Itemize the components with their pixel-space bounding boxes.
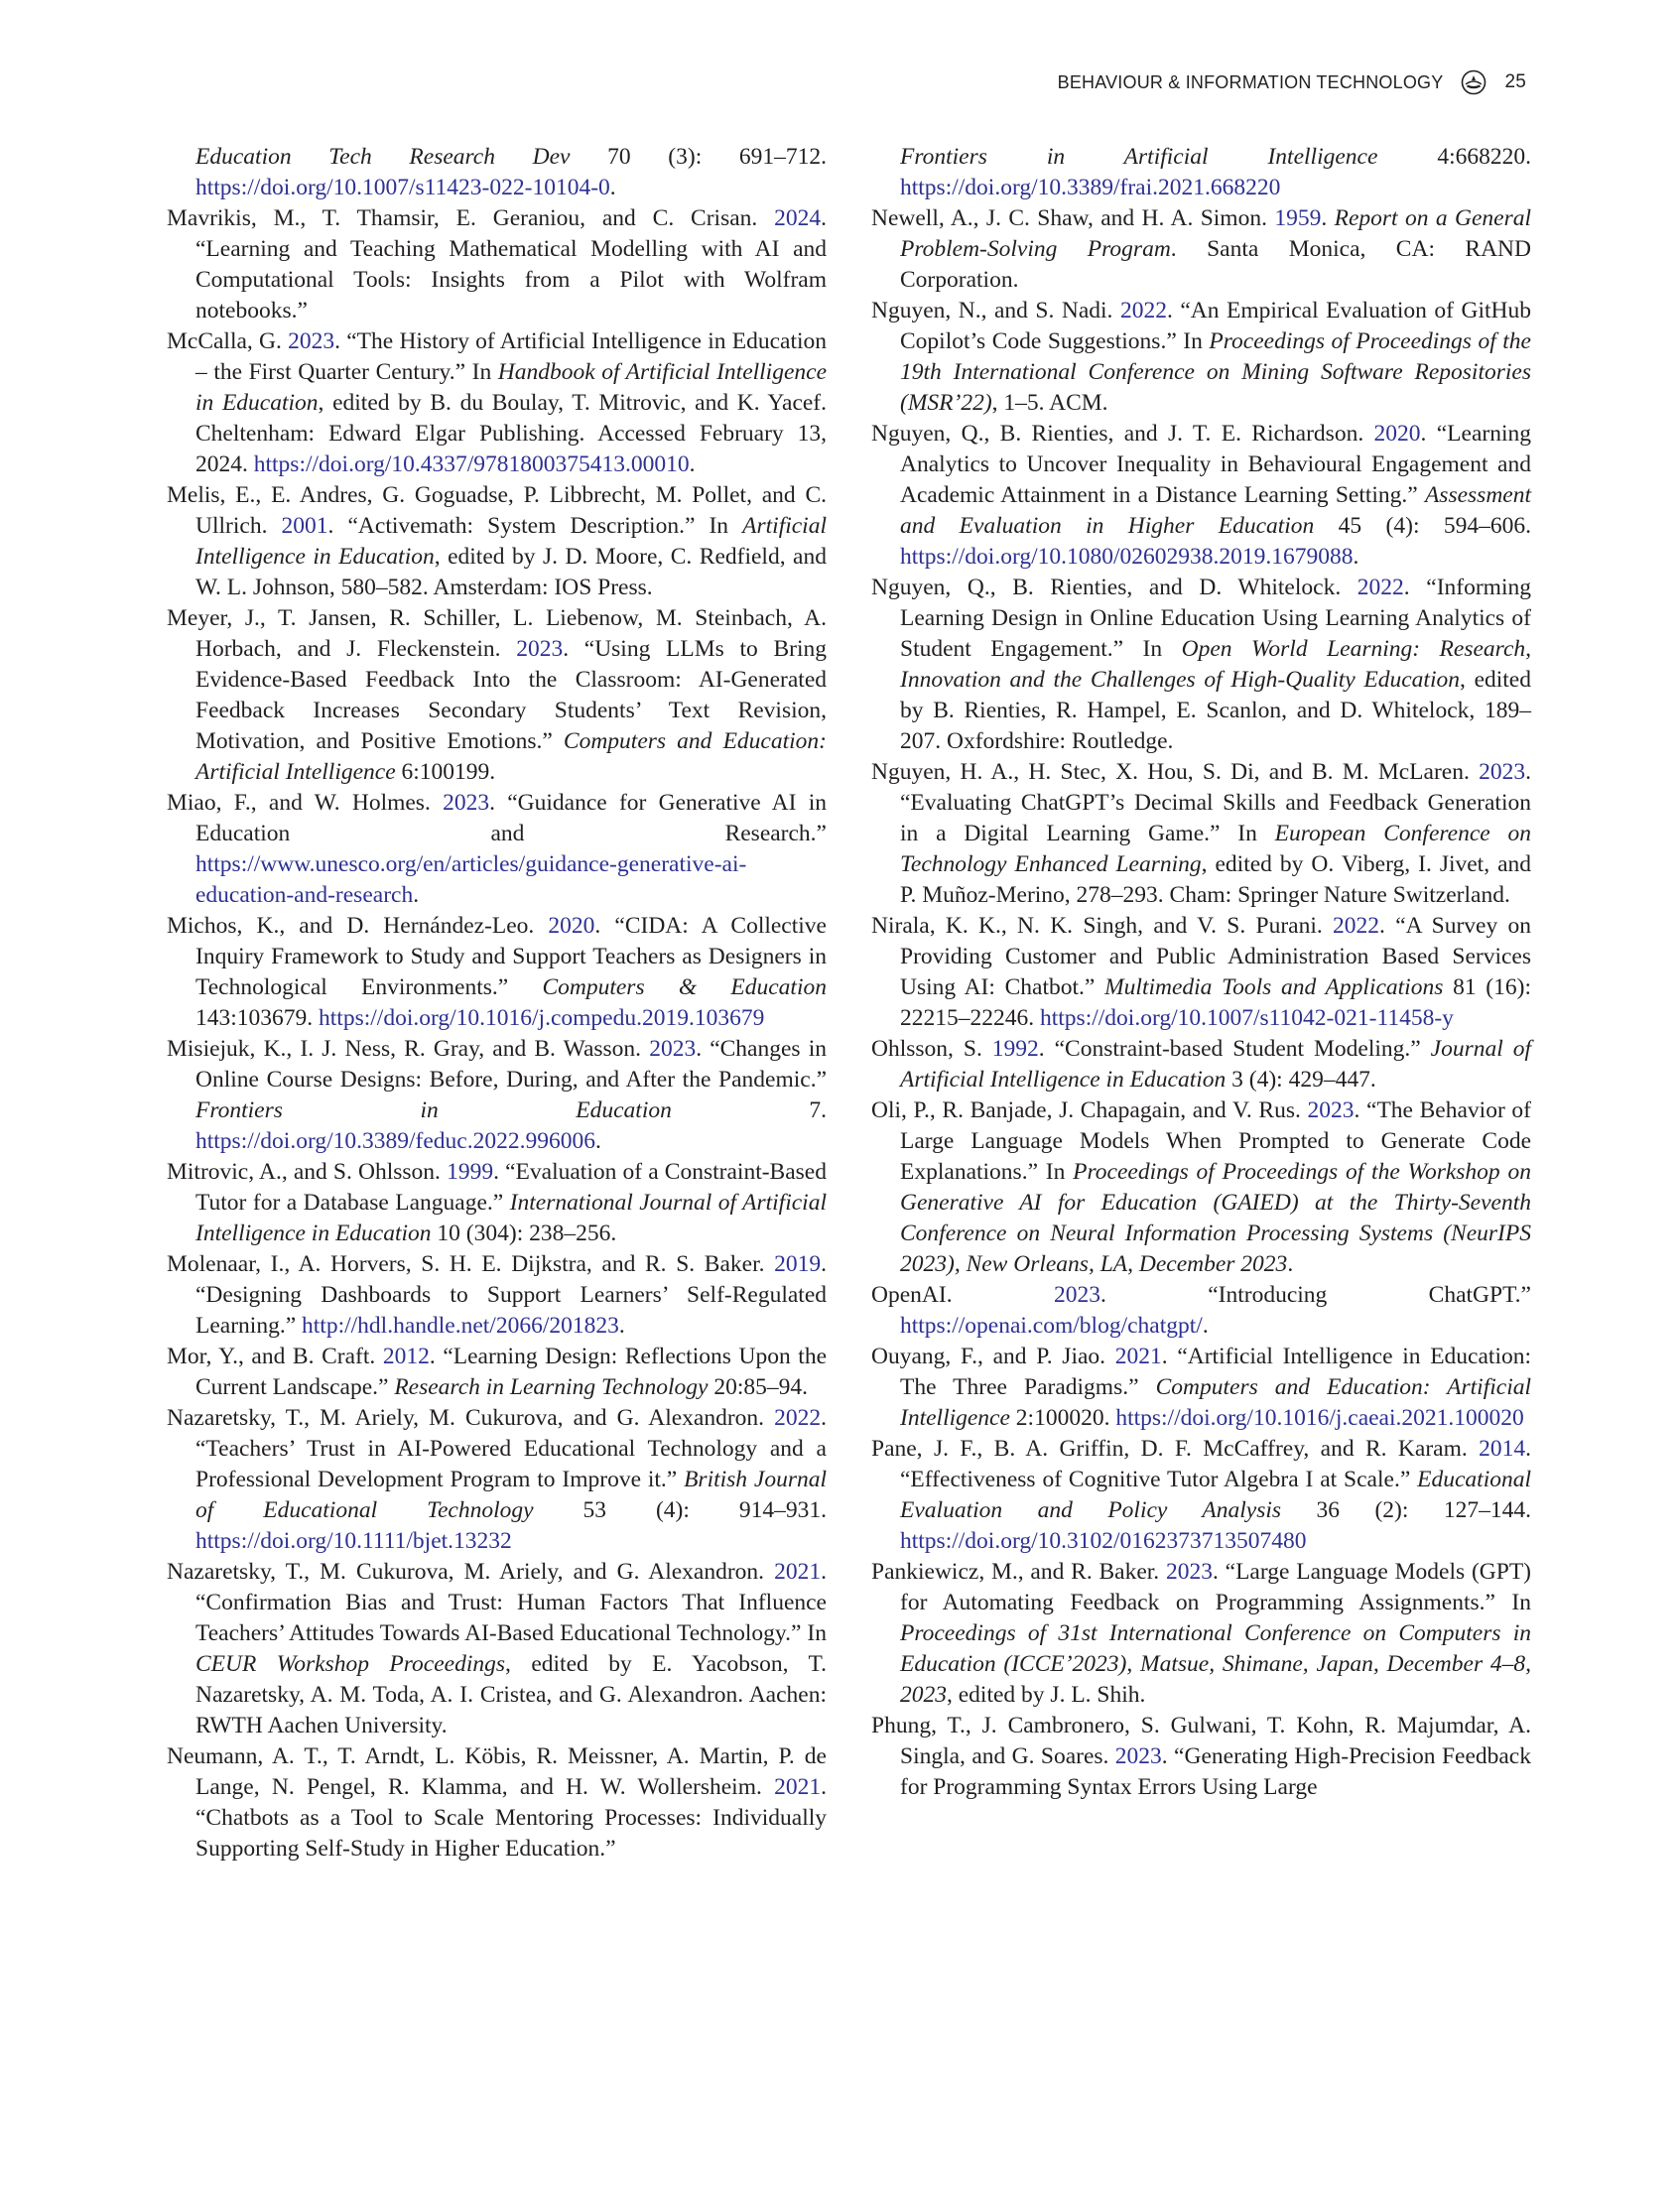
reference-link[interactable]: https://doi.org/10.3102/0162373713507480 xyxy=(900,1528,1307,1554)
reference-entry xyxy=(167,1403,827,1557)
reference-text: Nguyen, N., and S. Nadi. xyxy=(871,298,1120,323)
reference-source-title: International Journal of Artificial Intelligence in Education xyxy=(195,1190,827,1246)
reference-entry xyxy=(871,1342,1531,1434)
reference-entry xyxy=(871,1034,1531,1095)
reference-source-title: Computers & Education xyxy=(542,974,827,1000)
reference-source-title: Education Tech Research Dev xyxy=(195,144,571,170)
reference-source-title: Frontiers in Artificial Intelligence xyxy=(900,144,1378,170)
reference-text: 7. xyxy=(671,1097,827,1123)
reference-text: Nirala, K. K., N. K. Singh, and V. S. Purani. xyxy=(871,913,1334,939)
reference-source-title: CEUR Workshop Proceedings xyxy=(195,1651,505,1677)
reference-text: Nguyen, Q., B. Rienties, and J. T. E. Richardson. xyxy=(871,421,1374,447)
reference-source-title: Handbook of Artificial Intelligence in Education xyxy=(195,359,827,416)
reference-text: 45 (4): 594–606. xyxy=(1314,513,1531,539)
reference-year-link[interactable]: 1992 xyxy=(991,1036,1039,1062)
reference-link[interactable]: https://doi.org/10.3389/feduc.2022.996006 xyxy=(195,1128,595,1154)
reference-year-link[interactable]: 2022 xyxy=(1333,913,1380,939)
journal-title: BEHAVIOUR & INFORMATION TECHNOLOGY xyxy=(1057,71,1444,92)
reference-year-link[interactable]: 2023 xyxy=(1053,1282,1100,1308)
reference-year-link[interactable]: 2012 xyxy=(382,1344,430,1369)
reference-link[interactable]: https://doi.org/10.1007/s11042-021-11458-y xyxy=(1040,1005,1454,1031)
reference-text: . “Teachers’ Trust in AI-Powered Educational Technology and a Professional Development Program to Improve it.” xyxy=(195,1405,827,1492)
reference-text: . “Activemath: System Description.” In xyxy=(327,513,743,539)
reference-text: . “Large Language Models (GPT) for Automating Feedback on Programming Assignments.” In xyxy=(900,1559,1531,1615)
reference-year-link[interactable]: 2020 xyxy=(548,913,595,939)
reference-text: OpenAI. xyxy=(871,1282,1054,1308)
reference-text: Mor, Y., and B. Craft. xyxy=(167,1344,383,1369)
reference-entry xyxy=(167,1342,827,1403)
reference-year-link[interactable]: 2023 xyxy=(1114,1743,1162,1769)
reference-entry xyxy=(871,1557,1531,1711)
references-left-column xyxy=(167,142,827,1865)
reference-text: 4:668220. xyxy=(1377,144,1531,170)
reference-link[interactable]: https://doi.org/10.1016/j.caeai.2021.100020 xyxy=(1115,1405,1524,1431)
reference-source-title: Research in Learning Technology xyxy=(394,1374,709,1400)
reference-text: Nguyen, H. A., H. Stec, X. Hou, S. Di, and B. M. McLaren. xyxy=(871,759,1480,785)
reference-source-title: Artificial Intelligence in Education xyxy=(195,513,827,570)
reference-text: . xyxy=(1287,1251,1294,1277)
reference-text: 3 (4): 429–447. xyxy=(1226,1067,1376,1093)
reference-text: , edited by J. L. Shih. xyxy=(947,1682,1146,1708)
reference-entry xyxy=(167,1249,827,1342)
reference-link[interactable]: https://openai.com/blog/chatgpt/ xyxy=(900,1313,1203,1339)
reference-entry xyxy=(167,1034,827,1157)
reference-link[interactable]: https://doi.org/10.1111/bjet.13232 xyxy=(195,1528,512,1554)
reference-text: 6:100199. xyxy=(395,759,496,785)
reference-entry xyxy=(871,1434,1531,1557)
reference-entry xyxy=(167,603,827,788)
reference-text: , edited by O. Viberg, I. Jivet, and P. Muñoz-Merino, 278–293. Cham: Springer Nature Switzerland. xyxy=(900,851,1532,908)
reference-text: 70 (3): 691–712. xyxy=(570,144,828,170)
reference-year-link[interactable]: 2023 xyxy=(1165,1559,1213,1585)
reference-entry xyxy=(871,1280,1531,1342)
reference-entry xyxy=(871,1711,1531,1803)
reference-source-title: Assessment and Evaluation in Higher Education xyxy=(900,482,1531,539)
reference-text: . “Using LLMs to Bring Evidence-Based Feedback Into the Classroom: AI-Generated Feedback Increases Secondary Students’ Text Revision, Motivation, and Positive Emotions.” xyxy=(195,636,827,754)
reference-source-title: British Journal of Educational Technology xyxy=(195,1467,827,1523)
reference-entry xyxy=(167,1741,827,1865)
reference-link[interactable]: http://hdl.handle.net/2066/201823 xyxy=(302,1313,619,1339)
reference-text: . “Introducing ChatGPT.” xyxy=(1099,1282,1531,1308)
reference-text: 143:103679. xyxy=(195,1005,320,1031)
reference-year-link[interactable]: 2022 xyxy=(1119,298,1167,323)
reference-text: . “The Behavior of Large Language Models When Prompted to Generate Code Explanations.” In xyxy=(900,1097,1531,1185)
reference-text: . “The History of Artificial Intelligence in Education – the First Quarter Century.” In xyxy=(195,328,828,385)
reference-text: Melis, E., E. Andres, G. Goguadse, P. Libbrecht, M. Pollet, and C. Ullrich. xyxy=(167,482,827,539)
reference-source-title: European Conference on Technology Enhanced Learning xyxy=(900,821,1531,877)
reference-link[interactable]: https://www.unesco.org/en/articles/guidance-generative-ai-education-and-research xyxy=(195,851,747,908)
reference-year-link[interactable]: 2021 xyxy=(774,1559,822,1585)
reference-source-title: Journal of Artificial Intelligence in Education xyxy=(900,1036,1531,1093)
reference-text: . “Constraint-based Student Modeling.” xyxy=(1038,1036,1431,1062)
reference-text: . Santa Monica, CA: RAND Corporation. xyxy=(900,236,1531,293)
reference-text: , edited by E. Yacobson, T. Nazaretsky, A. M. Toda, A. I. Cristea, and G. Alexandron. Aachen: RWTH Aachen University. xyxy=(195,1651,827,1738)
reference-text: . xyxy=(618,1313,625,1339)
reference-link[interactable]: https://doi.org/10.4337/9781800375413.00010 xyxy=(253,451,690,477)
reference-text: , edited by B. du Boulay, T. Mitrovic, and K. Yacef. Cheltenham: Edward Elgar Publishing. Accessed February 13, 2024. xyxy=(195,390,828,477)
reference-text: . xyxy=(1353,544,1359,570)
reference-source-title: Proceedings of Proceedings of the 19th International Conference on Mining Software Repositories (MSR’22) xyxy=(900,328,1531,416)
reference-text: . “Guidance for Generative AI in Education and Research.” xyxy=(195,790,827,846)
reference-text: . “Designing Dashboards to Support Learners’ Self-Regulated Learning.” xyxy=(195,1251,827,1339)
reference-text: . “A Survey on Providing Customer and Public Administration Based Services Using AI: Chatbot.” xyxy=(900,913,1531,1000)
reference-text: . “Informing Learning Design in Online Education Using Learning Analytics of Student Engagement.” In xyxy=(900,575,1531,662)
reference-source-title: Proceedings of 31st International Conference on Computers in Education (ICCE’2023), Matsue, Shimane, Japan, December 4–8, 2023 xyxy=(900,1620,1531,1708)
reference-source-title: Computers and Education: Artificial Intelligence xyxy=(195,728,827,785)
reference-year-link[interactable]: 2022 xyxy=(1357,575,1404,600)
reference-source-title: Computers and Education: Artificial Intelligence xyxy=(900,1374,1532,1431)
references-right-column xyxy=(871,142,1531,1803)
reference-text: . xyxy=(1321,205,1335,231)
reference-text: Nazaretsky, T., M. Cukurova, M. Ariely, and G. Alexandron. xyxy=(167,1559,775,1585)
reference-year-link[interactable]: 2023 xyxy=(1307,1097,1355,1123)
reference-source-title: Open World Learning: Research, Innovation and the Challenges of High-Quality Education xyxy=(900,636,1531,693)
reference-year-link[interactable]: 2023 xyxy=(516,636,564,662)
reference-link[interactable]: https://doi.org/10.1007/s11423-022-10104-0 xyxy=(195,175,610,200)
reference-year-link[interactable]: 2021 xyxy=(774,1774,822,1800)
reference-year-link[interactable]: 2023 xyxy=(288,328,335,354)
reference-year-link[interactable]: 2021 xyxy=(1114,1344,1162,1369)
reference-text: 53 (4): 914–931. xyxy=(533,1497,827,1523)
reference-text: . xyxy=(689,451,696,477)
reference-entry xyxy=(871,1095,1531,1280)
reference-entry xyxy=(167,142,827,203)
reference-link[interactable]: https://doi.org/10.1080/02602938.2019.1679088 xyxy=(900,544,1354,570)
reference-text: 36 (2): 127–144. xyxy=(1281,1497,1532,1523)
reference-link[interactable]: https://doi.org/10.1016/j.compedu.2019.103679 xyxy=(319,1005,765,1031)
reference-entry xyxy=(871,911,1531,1034)
reference-text: Misiejuk, K., I. J. Ness, R. Gray, and B. Wasson. xyxy=(167,1036,650,1062)
reference-entry xyxy=(167,326,827,480)
reference-year-link[interactable]: 2019 xyxy=(774,1251,822,1277)
reference-year-link[interactable]: 2023 xyxy=(1479,759,1526,785)
reference-year-link[interactable]: 2022 xyxy=(774,1405,822,1431)
reference-text: Nazaretsky, T., M. Ariely, M. Cukurova, and G. Alexandron. xyxy=(167,1405,775,1431)
reference-text: 2:100020. xyxy=(1009,1405,1116,1431)
reference-text: . “Learning Design: Reflections Upon the Current Landscape.” xyxy=(195,1344,827,1400)
reference-year-link[interactable]: 2020 xyxy=(1373,421,1421,447)
reference-text: Neumann, A. T., T. Arndt, L. Köbis, R. Meissner, A. Martin, P. de Lange, N. Pengel, R. Klamma, and H. W. Wollersheim. xyxy=(167,1743,827,1800)
reference-year-link[interactable]: 2023 xyxy=(443,790,490,816)
reference-text: . “Learning Analytics to Uncover Inequality in Behavioural Engagement and Academic Attainment in a Distance Learning Setting.” xyxy=(900,421,1531,508)
reference-text: Meyer, J., T. Jansen, R. Schiller, L. Liebenow, M. Steinbach, A. Horbach, and J. Fleckenstein. xyxy=(167,605,827,662)
reference-text: , 1–5. ACM. xyxy=(991,390,1108,416)
reference-text: . xyxy=(1202,1313,1209,1339)
reference-source-title: Proceedings of Proceedings of the Workshop on Generative AI for Education (GAIED) at the Thirty-Seventh Conference on Neural Information Processing Systems (NeurIPS 2023), New Orleans, LA, December 2023 xyxy=(900,1159,1531,1277)
reference-source-title: Report on a General Problem-Solving Program xyxy=(900,205,1531,262)
taylor-francis-logo-icon xyxy=(1461,69,1486,95)
reference-source-title: Educational Evaluation and Policy Analysis xyxy=(900,1467,1531,1523)
reference-entry xyxy=(871,203,1531,296)
reference-text: . “Evaluating ChatGPT’s Decimal Skills and Feedback Generation in a Digital Learning Game.” In xyxy=(900,759,1531,846)
reference-text: . “Evaluation of a Constraint-Based Tutor for a Database Language.” xyxy=(195,1159,827,1216)
reference-year-link[interactable]: 2023 xyxy=(649,1036,697,1062)
reference-text: . xyxy=(594,1128,601,1154)
reference-text: Oli, P., R. Banjade, J. Chapagain, and V. Rus. xyxy=(871,1097,1308,1123)
reference-entry xyxy=(871,757,1531,911)
reference-entry xyxy=(871,573,1531,757)
reference-text: Phung, T., J. Cambronero, S. Gulwani, T. Kohn, R. Majumdar, A. Singla, and G. Soares. xyxy=(871,1713,1531,1769)
reference-text: Pane, J. F., B. A. Griffin, D. F. McCaffrey, and R. Karam. xyxy=(871,1436,1480,1462)
reference-text: McCalla, G. xyxy=(167,328,289,354)
reference-text: . “An Empirical Evaluation of GitHub Copilot’s Code Suggestions.” In xyxy=(900,298,1531,354)
reference-source-title: Multimedia Tools and Applications xyxy=(1104,974,1444,1000)
reference-text: . “Chatbots as a Tool to Scale Mentoring Processes: Individually Supporting Self-Study in Higher Education.” xyxy=(195,1774,827,1862)
reference-year-link[interactable]: 2014 xyxy=(1479,1436,1526,1462)
reference-text: . “Effectiveness of Cognitive Tutor Algebra I at Scale.” xyxy=(900,1436,1531,1492)
reference-text: Molenaar, I., A. Horvers, S. H. E. Dijkstra, and R. S. Baker. xyxy=(167,1251,775,1277)
reference-text: Ohlsson, S. xyxy=(871,1036,992,1062)
reference-text: Newell, A., J. C. Shaw, and H. A. Simon. xyxy=(871,205,1275,231)
reference-entry xyxy=(167,1557,827,1741)
reference-text: 10 (304): 238–256. xyxy=(431,1221,617,1246)
reference-text: Nguyen, Q., B. Rienties, and D. Whitelock. xyxy=(871,575,1357,600)
reference-text: . “Confirmation Bias and Trust: Human Factors That Influence Teachers’ Attitudes Towards AI-Based Educational Technology.” In xyxy=(195,1559,827,1646)
reference-text: . “Learning and Teaching Mathematical Modelling with AI and Computational Tools: Insights from a Pilot with Wolfram notebooks.” xyxy=(195,205,827,323)
reference-text: Miao, F., and W. Holmes. xyxy=(167,790,444,816)
page-number: 25 xyxy=(1504,71,1526,92)
reference-entry xyxy=(871,142,1531,203)
reference-year-link[interactable]: 2024 xyxy=(774,205,822,231)
reference-text: . xyxy=(609,175,616,200)
reference-text: . “Artificial Intelligence in Education: The Three Paradigms.” xyxy=(900,1344,1531,1400)
reference-text: Mitrovic, A., and S. Ohlsson. xyxy=(167,1159,448,1185)
reference-entry xyxy=(167,911,827,1034)
reference-text: . “Changes in Online Course Designs: Before, During, and After the Pandemic.” xyxy=(195,1036,827,1093)
reference-text: Ouyang, F., and P. Jiao. xyxy=(871,1344,1115,1369)
reference-text: Mavrikis, M., T. Thamsir, E. Geraniou, and C. Crisan. xyxy=(167,205,775,231)
reference-entry xyxy=(871,296,1531,419)
reference-text: 81 (16): 22215–22246. xyxy=(900,974,1531,1031)
reference-text: . xyxy=(413,882,420,908)
reference-entry xyxy=(871,419,1531,573)
reference-text: Pankiewicz, M., and R. Baker. xyxy=(871,1559,1166,1585)
reference-text: , edited by B. Rienties, R. Hampel, E. Scanlon, and D. Whitelock, 189–207. Oxfordshire: Routledge. xyxy=(900,667,1531,754)
reference-text: . “CIDA: A Collective Inquiry Framework to Study and Support Teachers as Designers in Technological Environments.” xyxy=(195,913,827,1000)
reference-text: Michos, K., and D. Hernández-Leo. xyxy=(167,913,549,939)
reference-year-link[interactable]: 1959 xyxy=(1274,205,1322,231)
reference-entry xyxy=(167,788,827,911)
reference-source-title: Frontiers in Education xyxy=(195,1097,672,1123)
reference-entry xyxy=(167,203,827,326)
reference-year-link[interactable]: 1999 xyxy=(447,1159,494,1185)
reference-text: . “Generating High-Precision Feedback for Programming Syntax Errors Using Large xyxy=(900,1743,1531,1800)
reference-year-link[interactable]: 2001 xyxy=(281,513,328,539)
reference-link[interactable]: https://doi.org/10.3389/frai.2021.668220 xyxy=(900,175,1281,200)
reference-entry xyxy=(167,480,827,603)
reference-text: , edited by J. D. Moore, C. Redfield, and W. L. Johnson, 580–582. Amsterdam: IOS Press. xyxy=(195,544,827,600)
running-header xyxy=(1058,69,1526,95)
reference-text: 20:85–94. xyxy=(708,1374,808,1400)
reference-entry xyxy=(167,1157,827,1249)
